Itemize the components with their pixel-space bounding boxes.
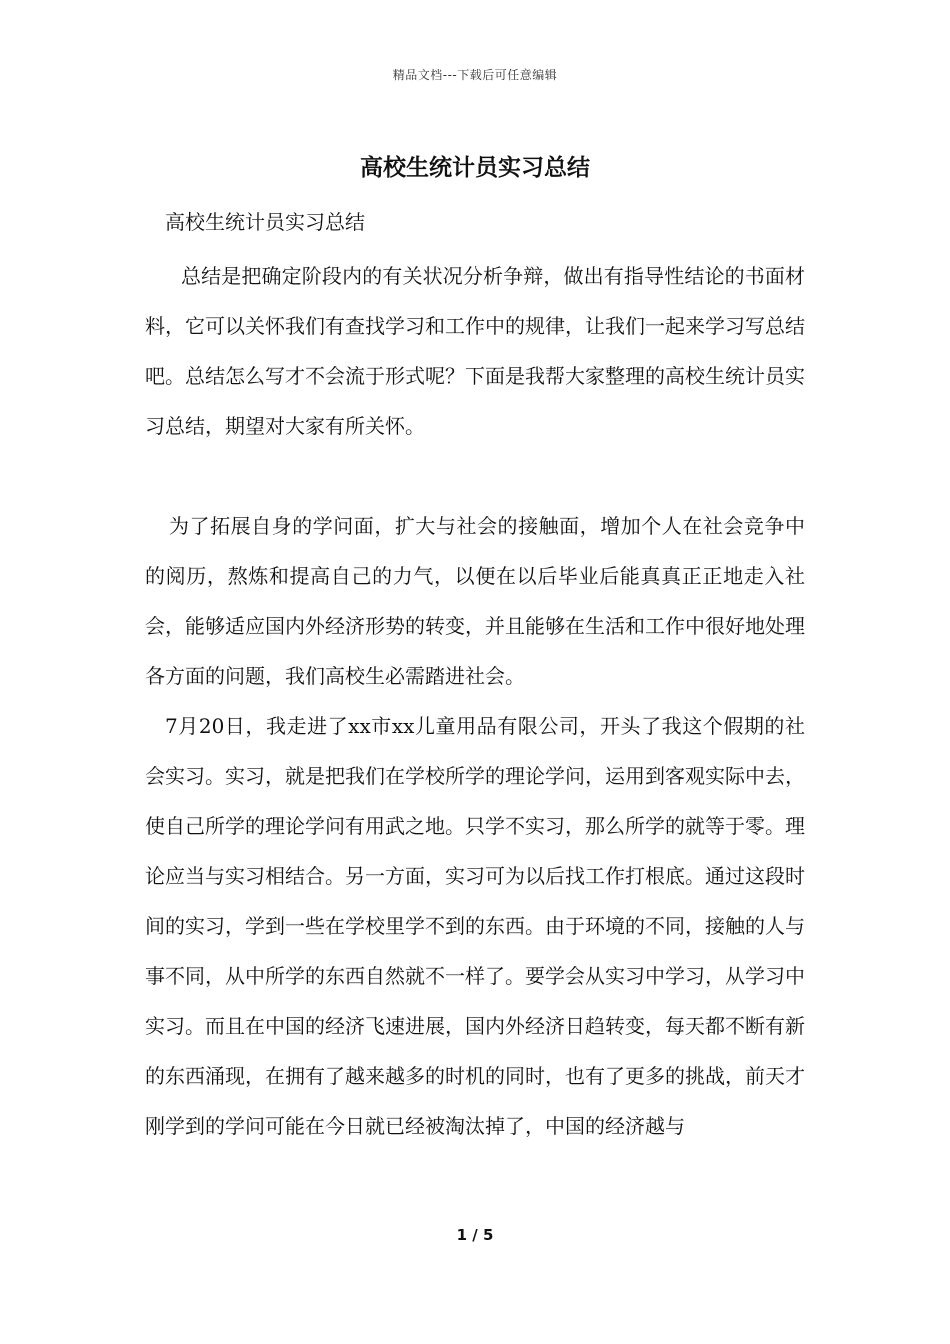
header-note: 精品文档---下载后可任意编辑 xyxy=(392,68,558,82)
document-subtitle: 高校生统计员实习总结 xyxy=(165,210,365,234)
paragraph-intro: 总结是把确定阶段内的有关状况分析争辩，做出有指导性结论的书面材料，它可以关怀我们有查找学习和工作中的规律，让我们一起来学习写总结吧。总结怎么写才不会流于形式呢？下面是我帮大家整理的高校生统计员实习总结，期望对大家有所关怀。 xyxy=(145,264,805,438)
page-number: 1 / 5 xyxy=(456,1226,494,1244)
document-title: 高校生统计员实习总结 xyxy=(360,154,590,181)
paragraph-internship: 7月20日，我走进了xx市xx儿童用品有限公司，开头了我这个假期的社会实习。实习，就是把我们在学校所学的理论学问，运用到客观实际中去，使自己所学的理论学问有用武之地。只学不实习，那么所学的就等于零。理论应当与实习相结合。另一方面，实习可为以后找工作打根底。通过这段时间的实习，学到一些在学校里学不到的东西。由于环境的不同，接触的人与事不同，从中所学的东西自然就不一样了。要学会从实习中学习，从学习中实习。而且在中国的经济飞速进展，国内外经济日趋转变，每天都不断有新的东西涌现，在拥有了越来越多的时机的同时，也有了更多的挑战，前天才刚学到的学问可能在今日就已经被淘汰掉了，中国的经济越与 xyxy=(145,714,805,1138)
document-body xyxy=(145,251,805,1151)
paragraph-purpose: 为了拓展自身的学问面，扩大与社会的接触面，增加个人在社会竞争中的阅历，熬炼和提高自己的力气，以便在以后毕业后能真真正正地走入社会，能够适应国内外经济形势的转变，并且能够在生活和工作中很好地处理各方面的问题，我们高校生必需踏进社会。 xyxy=(145,514,805,688)
